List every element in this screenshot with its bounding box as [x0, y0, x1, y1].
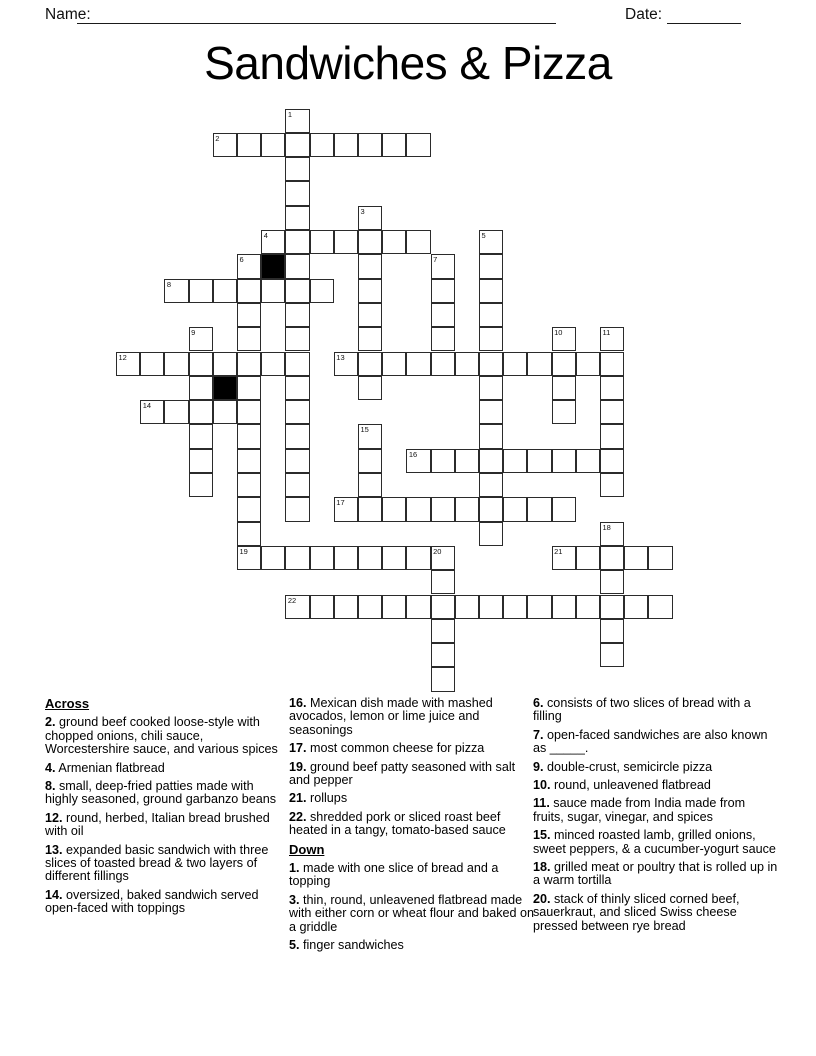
grid-cell[interactable] [358, 546, 382, 570]
clue-number: 6. [533, 696, 544, 710]
grid-cell[interactable] [479, 352, 503, 376]
grid-cell[interactable] [237, 133, 261, 157]
cell-number-7: 7 [433, 255, 438, 265]
grid-cell[interactable] [479, 497, 503, 521]
grid-cell[interactable] [237, 424, 261, 448]
grid-cell[interactable] [431, 279, 455, 303]
grid-cell[interactable] [552, 327, 576, 351]
grid-cell[interactable] [406, 230, 430, 254]
grid-cell[interactable] [285, 473, 309, 497]
grid-cell[interactable] [140, 352, 164, 376]
clue-number: 19. [289, 759, 307, 774]
cell-number-18: 18 [602, 522, 611, 532]
cell-number-1: 1 [287, 109, 293, 119]
clue-item-21: 21. rollups [289, 791, 348, 806]
grid-cell[interactable] [237, 303, 261, 327]
cell-number-19: 19 [239, 546, 248, 556]
grid-cell[interactable] [479, 522, 503, 546]
clue-item-14: 14. oversized, baked sandwich served open-faced with toppings [45, 887, 259, 916]
cell-number-5: 5 [481, 231, 486, 240]
grid-cell[interactable] [285, 327, 309, 351]
grid-cell[interactable] [479, 303, 503, 327]
grid-cell[interactable] [552, 546, 576, 570]
grid-cell[interactable] [140, 400, 164, 424]
grid-cell[interactable] [479, 424, 503, 448]
grid-cell[interactable] [479, 595, 503, 619]
grid-cell[interactable] [285, 595, 309, 619]
grid-cell[interactable] [382, 133, 406, 157]
cell-number-2: 2 [215, 133, 220, 143]
clue-item-18: 18. grilled meat or poultry that is rolled up in a warm tortilla [533, 860, 778, 888]
grid-cell[interactable] [189, 327, 213, 351]
grid-cell[interactable] [431, 352, 455, 376]
grid-cell[interactable] [600, 376, 624, 400]
grid-cell[interactable] [189, 279, 213, 303]
grid-cell[interactable] [600, 424, 624, 448]
grid-cell[interactable] [431, 667, 455, 691]
name-blank-line [77, 7, 556, 24]
grid-cell[interactable] [406, 133, 430, 157]
clue-number: 11. [533, 796, 550, 811]
grid-cell[interactable] [237, 376, 261, 400]
grid-cell[interactable] [431, 303, 455, 327]
grid-cell[interactable] [600, 327, 624, 351]
grid-cell[interactable] [358, 497, 382, 521]
clue-item-4: 4. Armenian flatbread [45, 760, 165, 775]
clue-item-3: 3. thin, round, unleavened flatbread made with either corn or wheat flour and baked on a griddle [289, 892, 535, 934]
grid-cell[interactable] [285, 449, 309, 473]
grid-cell[interactable] [237, 254, 261, 278]
grid-cell[interactable] [285, 303, 309, 327]
clues-section-header-down: Down [289, 841, 325, 857]
clues-section-header-across: Across [45, 696, 90, 711]
cell-number-6: 6 [239, 255, 244, 265]
cell-number-14: 14 [142, 401, 152, 411]
grid-cell[interactable] [479, 473, 503, 497]
clue-number: 22. [289, 809, 307, 824]
grid-cell[interactable] [382, 352, 406, 376]
cell-number-3: 3 [360, 206, 365, 216]
grid-cell[interactable] [358, 133, 382, 157]
clue-number: 4. [45, 760, 56, 775]
grid-cell[interactable] [334, 352, 358, 376]
grid-cell[interactable] [358, 595, 382, 619]
grid-cell[interactable] [503, 497, 527, 521]
grid-cell[interactable] [285, 279, 309, 303]
clue-item-7: 7. open-faced sandwiches are also known as _____. [533, 727, 768, 756]
grid-cell[interactable] [648, 595, 672, 619]
grid-cell[interactable] [527, 497, 551, 521]
clue-column-2 [289, 697, 539, 958]
grid-cell[interactable] [164, 400, 188, 424]
grid-cell[interactable] [431, 497, 455, 521]
cell-number-11: 11 [602, 328, 611, 338]
grid-cell[interactable] [600, 570, 624, 594]
clue-item-22: 22. shredded pork or sliced roast beef heated in a tangy, tomato-based sauce [289, 809, 506, 838]
grid-cell[interactable] [310, 279, 334, 303]
grid-cell[interactable] [334, 133, 358, 157]
grid-cell[interactable] [237, 546, 261, 570]
grid-cell[interactable] [406, 352, 430, 376]
clue-number: 12. [45, 810, 63, 825]
clue-item-2: 2. ground beef cooked loose-style with chopped onions, chili sauce, Worcestershire sauce, and various spices [45, 715, 278, 757]
clue-number: 3. [289, 892, 300, 907]
clue-number: 15. [533, 828, 551, 843]
grid-cell[interactable] [261, 279, 285, 303]
grid-cell[interactable] [164, 279, 188, 303]
grid-cell[interactable] [431, 449, 455, 473]
cell-number-13: 13 [336, 352, 345, 362]
grid-cell[interactable] [237, 473, 261, 497]
clue-item-15: 15. minced roasted lamb, grilled onions, sweet peppers, & a cucumber-yogurt sauce [533, 828, 776, 856]
clue-item-11: 11. sauce made from India made from fruits, sugar, vinegar, and spices [533, 796, 746, 824]
grid-cell[interactable] [624, 546, 648, 570]
grid-cell[interactable] [503, 449, 527, 473]
grid-cell[interactable] [479, 254, 503, 278]
grid-cell[interactable] [455, 449, 479, 473]
grid-cell[interactable] [406, 595, 430, 619]
grid-cell[interactable] [406, 449, 430, 473]
grid-cell[interactable] [358, 352, 382, 376]
cell-number-21: 21 [554, 546, 563, 556]
grid-cell[interactable] [237, 400, 261, 424]
grid-cell[interactable] [358, 327, 382, 351]
grid-cell[interactable] [406, 497, 430, 521]
grid-cell[interactable] [189, 352, 213, 376]
grid-cell[interactable] [237, 279, 261, 303]
grid-cell[interactable] [382, 595, 406, 619]
grid-black-cell [261, 254, 285, 278]
grid-cell[interactable] [552, 449, 576, 473]
grid-cell[interactable] [285, 230, 309, 254]
grid-cell[interactable] [406, 546, 430, 570]
grid-cell[interactable] [358, 206, 382, 230]
grid-cell[interactable] [431, 254, 455, 278]
grid-cell[interactable] [261, 230, 285, 254]
grid-cell[interactable] [285, 546, 309, 570]
grid-cell[interactable] [382, 230, 406, 254]
name-label: Name: [45, 6, 91, 23]
grid-cell[interactable] [503, 352, 527, 376]
grid-cell[interactable] [358, 279, 382, 303]
grid-cell[interactable] [455, 352, 479, 376]
grid-cell[interactable] [600, 522, 624, 546]
grid-cell[interactable] [576, 352, 600, 376]
clue-number: 9. [533, 759, 544, 774]
grid-cell[interactable] [358, 376, 382, 400]
grid-cell[interactable] [213, 400, 237, 424]
grid-cell[interactable] [213, 279, 237, 303]
clue-item-8: 8. small, deep-fried patties made with highly seasoned, ground garbanzo beans [45, 779, 277, 807]
grid-cell[interactable] [310, 230, 334, 254]
grid-cell[interactable] [600, 595, 624, 619]
grid-cell[interactable] [285, 424, 309, 448]
grid-cell[interactable] [600, 643, 624, 667]
grid-cell[interactable] [431, 619, 455, 643]
cell-number-12: 12 [118, 352, 127, 362]
cell-number-4: 4 [263, 231, 268, 240]
grid-cell[interactable] [600, 619, 624, 643]
grid-cell[interactable] [624, 595, 648, 619]
cell-number-17: 17 [336, 498, 345, 508]
date-label: Date: [625, 6, 663, 23]
grid-cell[interactable] [600, 546, 624, 570]
grid-cell[interactable] [285, 206, 309, 230]
clue-column-3 [533, 697, 778, 938]
grid-cell[interactable] [479, 327, 503, 351]
clue-item-19: 19. ground beef patty seasoned with salt and pepper [289, 759, 516, 788]
grid-cell[interactable] [285, 133, 309, 157]
cell-number-22: 22 [287, 595, 297, 605]
clue-number: 18. [533, 860, 551, 875]
grid-cell[interactable] [310, 133, 334, 157]
grid-cell[interactable] [431, 570, 455, 594]
grid-cell[interactable] [261, 546, 285, 570]
clue-item-12: 12. round, herbed, Italian bread brushed with oil [45, 810, 270, 839]
cell-number-16: 16 [408, 449, 418, 459]
grid-cell[interactable] [431, 546, 455, 570]
grid-cell[interactable] [358, 449, 382, 473]
grid-cell[interactable] [358, 303, 382, 327]
clue-number: 13. [45, 842, 63, 857]
clue-number: 16. [289, 696, 307, 710]
grid-cell[interactable] [189, 473, 213, 497]
grid-cell[interactable] [479, 230, 503, 254]
grid-cell[interactable] [237, 449, 261, 473]
grid-cell[interactable] [503, 595, 527, 619]
cell-number-20: 20 [433, 546, 442, 556]
date-blank-line [667, 7, 741, 24]
grid-cell[interactable] [237, 497, 261, 521]
clue-number: 20. [533, 891, 551, 906]
grid-cell[interactable] [431, 643, 455, 667]
grid-cell[interactable] [285, 497, 309, 521]
grid-cell[interactable] [527, 449, 551, 473]
grid-cell[interactable] [358, 424, 382, 448]
grid-cell[interactable] [334, 595, 358, 619]
grid-cell[interactable] [189, 400, 213, 424]
page-title: Sandwiches & Pizza [204, 37, 612, 89]
grid-cell[interactable] [576, 546, 600, 570]
grid-cell[interactable] [213, 352, 237, 376]
clue-number: 14. [45, 887, 63, 902]
grid-cell[interactable] [431, 327, 455, 351]
grid-cell[interactable] [261, 133, 285, 157]
grid-cell[interactable] [600, 473, 624, 497]
grid-cell[interactable] [576, 595, 600, 619]
grid-cell[interactable] [285, 181, 309, 205]
clue-column-1 [45, 697, 288, 921]
grid-cell[interactable] [479, 279, 503, 303]
clue-number: 8. [45, 779, 56, 794]
grid-cell[interactable] [237, 352, 261, 376]
grid-cell[interactable] [600, 352, 624, 376]
grid-cell[interactable] [552, 497, 576, 521]
grid-cell[interactable] [310, 546, 334, 570]
grid-cell[interactable] [552, 376, 576, 400]
clue-item-1: 1. made with one slice of bread and a topping [289, 861, 499, 889]
grid-cell[interactable] [358, 254, 382, 278]
clue-number: 10. [533, 778, 551, 793]
grid-cell[interactable] [213, 133, 237, 157]
grid-cell[interactable] [285, 352, 309, 376]
grid-cell[interactable] [334, 497, 358, 521]
cell-number-8: 8 [166, 279, 172, 289]
grid-cell[interactable] [479, 376, 503, 400]
grid-cell[interactable] [358, 473, 382, 497]
clue-number: 1. [289, 861, 300, 876]
grid-cell[interactable] [552, 595, 576, 619]
clue-item-20: 20. stack of thinly sliced corned beef, sauerkraut, and sliced Swiss cheese pressed between rye bread [533, 891, 740, 933]
cell-number-10: 10 [554, 328, 563, 338]
clue-number: 17. [289, 741, 307, 756]
clue-item-10: 10. round, unleavened flatbread [533, 778, 711, 793]
clue-item-9: 9. double-crust, semicircle pizza [533, 759, 713, 774]
clue-number: 21. [289, 791, 307, 806]
grid-cell[interactable] [261, 352, 285, 376]
grid-cell[interactable] [576, 449, 600, 473]
grid-cell[interactable] [455, 595, 479, 619]
clue-item-5: 5. finger sandwiches [289, 938, 404, 953]
grid-cell[interactable] [431, 595, 455, 619]
clue-item-6: 6. consists of two slices of bread with a filling [533, 696, 751, 724]
grid-cell[interactable] [479, 449, 503, 473]
grid-cell[interactable] [189, 424, 213, 448]
grid-cell[interactable] [600, 449, 624, 473]
grid-cell[interactable] [358, 230, 382, 254]
grid-cell[interactable] [237, 522, 261, 546]
grid-cell[interactable] [552, 352, 576, 376]
grid-cell[interactable] [600, 400, 624, 424]
grid-cell[interactable] [189, 449, 213, 473]
grid-cell[interactable] [285, 376, 309, 400]
grid-cell[interactable] [455, 497, 479, 521]
clue-number: 2. [45, 715, 56, 730]
grid-cell[interactable] [527, 595, 551, 619]
clue-number: 7. [533, 727, 544, 742]
cell-number-15: 15 [360, 425, 369, 435]
clue-item-16: 16. Mexican dish made with mashed avocados, lemon or lime juice and seasonings [289, 696, 493, 737]
clue-item-17: 17. most common cheese for pizza [289, 741, 485, 756]
clue-item-13: 13. expanded basic sandwich with three slices of toasted bread & two layers of different fillings [45, 842, 269, 884]
grid-cell[interactable] [285, 400, 309, 424]
grid-cell[interactable] [527, 352, 551, 376]
grid-cell[interactable] [285, 157, 309, 181]
grid-cell[interactable] [552, 400, 576, 424]
grid-black-cell [213, 376, 237, 400]
grid-cell[interactable] [116, 352, 140, 376]
grid-cell[interactable] [382, 497, 406, 521]
grid-cell[interactable] [164, 352, 188, 376]
grid-cell[interactable] [310, 595, 334, 619]
grid-cell[interactable] [382, 546, 406, 570]
grid-cell[interactable] [189, 376, 213, 400]
grid-cell[interactable] [334, 230, 358, 254]
cell-number-9: 9 [191, 328, 196, 338]
clue-number: 5. [289, 938, 300, 953]
grid-cell[interactable] [479, 400, 503, 424]
grid-cell[interactable] [334, 546, 358, 570]
grid-cell[interactable] [237, 327, 261, 351]
grid-cell[interactable] [648, 546, 672, 570]
grid-cell[interactable] [285, 254, 309, 278]
grid-cell[interactable] [285, 109, 309, 133]
